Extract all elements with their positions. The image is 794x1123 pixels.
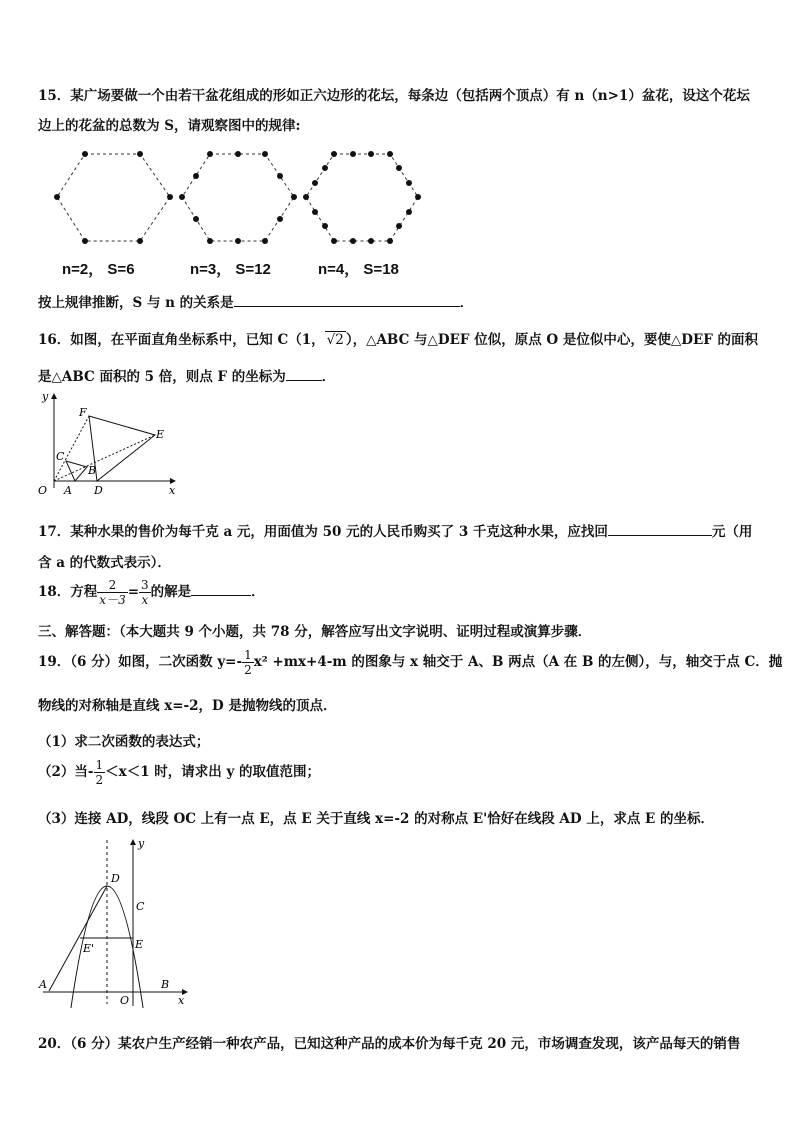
frac-den: 2: [244, 663, 252, 677]
flower-dot: [193, 173, 199, 179]
sqrt-value: 2: [335, 332, 344, 348]
frac-num: 2: [97, 578, 127, 593]
section-three-heading: 三、解答题：（本大题共 9 个小题，共 78 分，解答应写出文字说明、证明过程或演算步骤．: [38, 624, 592, 640]
frac-den: x: [141, 593, 149, 607]
fraction-one-half: [242, 648, 254, 677]
label-x: x: [169, 484, 176, 497]
flower-dot: [235, 151, 241, 157]
flower-dot: [331, 238, 337, 244]
flower-dot: [350, 151, 356, 157]
label-D: D: [94, 484, 103, 497]
q19-part3: （3）连接 AD，线段 OC 上有一点 E，点 E 关于直线 x=-2 的对称点 E'恰好在线段 AD 上，求点 E 的坐标．: [38, 811, 715, 827]
answer-blank-15: [234, 306, 460, 307]
label-E-prime: E': [83, 942, 95, 955]
label-E: E: [156, 428, 165, 441]
flower-dot: [193, 216, 199, 222]
flower-dot: [179, 194, 185, 200]
flower-dot: [368, 151, 374, 157]
label-O: O: [38, 484, 48, 497]
q15-end: ．: [459, 295, 474, 311]
q18-end: ．: [251, 584, 265, 600]
flower-dot: [396, 165, 402, 171]
answer-blank-17: [608, 535, 712, 536]
frac-num: 1: [244, 648, 252, 662]
q17-prompt: 17．某种水果的售价为每千克 a 元，用面值为 50 元的人民币购买了 3 千克这种水果，应找回: [38, 524, 608, 540]
flower-dot: [137, 151, 143, 157]
q16-end: ．: [321, 369, 336, 385]
frac-num: 1: [95, 758, 104, 772]
flower-dot: [322, 165, 328, 171]
parabola-figure: [35, 836, 195, 1008]
q19-line2: 物线的对称轴是直线 x=-2，D 是抛物线的顶点．: [38, 698, 337, 714]
label-D: D: [111, 872, 120, 885]
q15-line2: 边上的花盆的总数为 S，请观察图中的规律:: [38, 118, 301, 134]
flower-dot: [350, 238, 356, 244]
q16-line1: [38, 328, 758, 348]
flower-dot: [322, 223, 328, 229]
flower-dot: [312, 209, 318, 215]
q17-line1: [38, 520, 752, 540]
flower-dot: [406, 180, 412, 186]
flower-dot: [387, 238, 393, 244]
q19-text-b: x² +mx+4-m 的图象与 x 轴交于 A、B 两点（A 在 B 的左侧），与，轴交于点 C．抛: [253, 654, 783, 670]
q19-part1: （1）求二次函数的表达式；: [38, 734, 210, 750]
label-O: O: [120, 994, 130, 1007]
q15-line3: [38, 291, 473, 311]
q15-prompt: 按上规律推断，S 与 n 的关系是: [38, 295, 234, 311]
sqrt-2: √2: [326, 332, 344, 348]
flower-dot: [415, 194, 421, 200]
q18-line: [38, 578, 265, 607]
flower-dot: [82, 238, 88, 244]
label-y: y: [138, 837, 145, 850]
label-y: y: [42, 390, 49, 403]
flower-dot: [331, 151, 337, 157]
label-F: F: [79, 406, 87, 419]
q16-line2: [38, 365, 335, 385]
flower-dot: [303, 194, 309, 200]
frac-num: 3: [141, 578, 149, 592]
q19-text-a: 19．（6 分）如图，二次函数 y=-: [38, 654, 243, 670]
q18-prompt: 的解是: [150, 584, 192, 600]
flower-dot: [235, 238, 241, 244]
q19-part2: [38, 758, 320, 787]
q16-prompt: 是△ABC 面积的 5 倍，则点 F 的坐标为: [38, 369, 286, 385]
q15-line1: 15．某广场要做一个由若干盆花组成的形如正六边形的花坛，每条边（包括两个顶点）有 n（n>1）盆花，设这个花坛: [38, 88, 750, 104]
equals-sign: =: [127, 584, 140, 600]
label-E: E: [135, 938, 144, 951]
flower-dot: [262, 238, 268, 244]
label-C: C: [56, 450, 65, 463]
flower-dot: [82, 151, 88, 157]
caption-n4: n=4， S=18: [318, 261, 399, 278]
q18-label: 18．方程: [38, 584, 98, 600]
label-B: B: [88, 464, 97, 477]
q16-text-b: ），△ABC 与△DEF 位似，原点 O 是位似中心，要使△DEF 的面积: [345, 332, 759, 348]
answer-blank-18: [191, 595, 251, 596]
flower-dot: [137, 238, 143, 244]
q19-line1: [38, 648, 782, 677]
q17-unit: 元（用: [711, 524, 753, 540]
flower-dot: [167, 194, 173, 200]
fraction-one-half: [94, 758, 106, 787]
frac-den: 2: [95, 773, 104, 787]
caption-n3: n=3， S=12: [190, 261, 271, 278]
frac-den: x－3: [99, 593, 126, 607]
label-A: A: [64, 484, 72, 497]
q20-line1: 20．（6 分）某农户生产经销一种农产品，已知这种产品的成本价为每千克 20 元，市场调查发现，该产品每天的销售: [38, 1036, 741, 1052]
flower-dot: [291, 194, 297, 200]
flower-dot: [207, 238, 213, 244]
q19-p2-text-b: ＜x＜1 时，请求出 y 的取值范围；: [105, 764, 321, 780]
label-x: x: [178, 994, 185, 1007]
caption-n2: n=2， S=6: [62, 261, 135, 278]
q17-line2: 含 a 的代数式表示）．: [38, 555, 171, 571]
label-B: B: [161, 978, 170, 991]
flower-dot: [207, 151, 213, 157]
similar-triangles-figure: [35, 388, 185, 500]
answer-blank-16: [286, 380, 322, 381]
q16-text-a: 16．如图，在平面直角坐标系中，已知 C（1，: [38, 332, 325, 348]
flower-dot: [396, 223, 402, 229]
flower-dot: [406, 209, 412, 215]
flower-dot: [54, 194, 60, 200]
flower-dot: [277, 216, 283, 222]
flower-dot: [277, 173, 283, 179]
fraction-3-over-x: [139, 578, 151, 607]
flower-dot: [387, 151, 393, 157]
label-A: A: [39, 978, 47, 991]
hexagon-figure: [40, 145, 440, 250]
fraction-2-over-x-3: [97, 578, 127, 607]
flower-dot: [262, 151, 268, 157]
flower-dot: [368, 238, 374, 244]
q19-p2-text-a: （2）当-: [38, 764, 94, 780]
label-C: C: [136, 900, 145, 913]
flower-dot: [312, 180, 318, 186]
